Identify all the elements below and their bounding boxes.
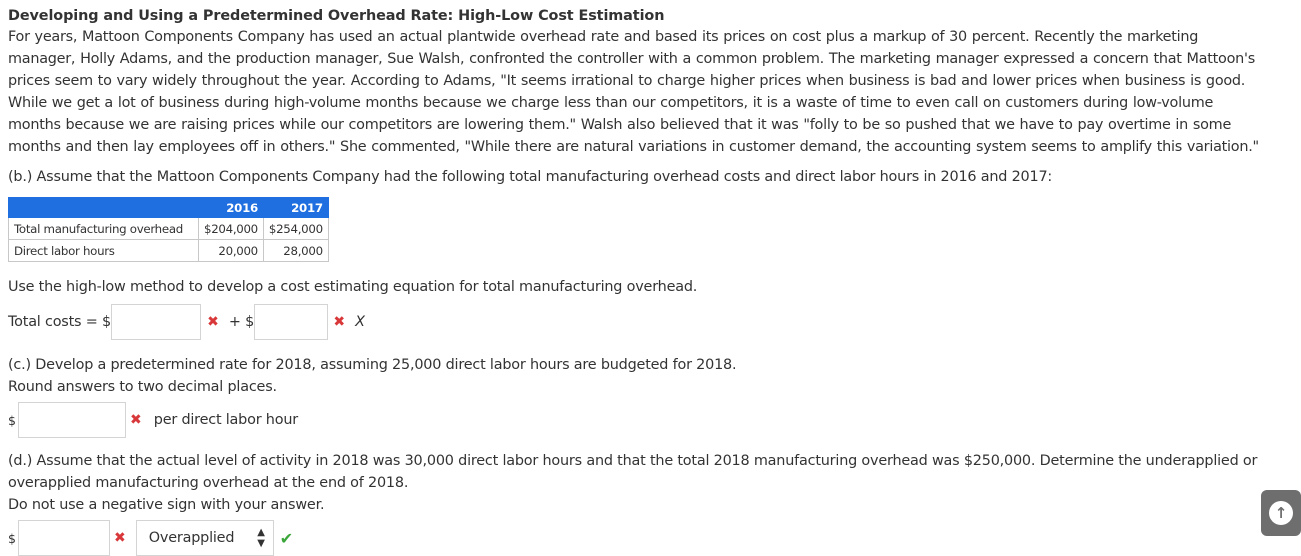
- incorrect-icon: ✖: [130, 412, 142, 428]
- part-c-rounding: Round answers to two decimal places.: [8, 379, 277, 395]
- applied-select[interactable]: [136, 520, 274, 556]
- problem-title: Developing and Using a Predetermined Overhead Rate: High-Low Cost Estimation: [8, 8, 665, 24]
- part-c-prompt: (c.) Develop a predetermined rate for 2018, assuming 25,000 direct labor hours are budgeted for 2018.: [8, 357, 737, 373]
- arrow-up-icon: ↑: [1269, 501, 1293, 525]
- rate-input[interactable]: [18, 402, 126, 438]
- table-cell-value: 20,000: [199, 240, 264, 262]
- part-b-instruction: Use the high-low method to develop a cost estimating equation for total manufacturing overhead.: [8, 279, 698, 295]
- table-cell-value: $254,000: [263, 218, 328, 240]
- equation-row: [8, 304, 1270, 340]
- table-header-2016: 2016: [199, 198, 264, 218]
- currency-label: $: [8, 412, 16, 428]
- table-header-row: [9, 198, 329, 218]
- part-d-prompt: (d.) Assume that the actual level of activity in 2018 was 30,000 direct labor hours and that the total 2018 manufacturing overhead was $250,000. Determine the underapplied or overapplied manufacturing overhead at the end of 2018.: [8, 453, 1258, 491]
- table-cell-value: 28,000: [263, 240, 328, 262]
- variable-x-label: X: [355, 314, 365, 330]
- table-header-2017: 2017: [263, 198, 328, 218]
- plus-label: + $: [228, 314, 255, 330]
- applied-select-value: Overapplied: [148, 530, 235, 546]
- variable-rate-input[interactable]: [254, 304, 328, 340]
- equation-label: Total costs = $: [8, 314, 111, 330]
- table-cell-value: $204,000: [199, 218, 264, 240]
- incorrect-icon: ✖: [207, 314, 219, 330]
- incorrect-icon: ✖: [333, 314, 345, 330]
- problem-container: [8, 6, 1270, 556]
- correct-icon: ✔: [279, 528, 293, 548]
- table-cell-label: Total manufacturing overhead: [9, 218, 199, 240]
- overhead-row: [8, 520, 1270, 556]
- part-d-note: Do not use a negative sign with your answer.: [8, 497, 325, 513]
- problem-intro: For years, Mattoon Components Company has used an actual plantwide overhead rate and based its prices on cost plus a markup of 30 percent. Recently the marketing manager, Holly Adams, and the production manager, Sue Walsh, confronted the controller with a common problem. The marketing manager expressed a concern that Mattoon's prices seem to vary widely throughout the year. According to Adams, "It seems irrational to charge higher prices when business is bad and lower prices when business is good. While we get a lot of business during high-volume months because we charge less than our competitors, it is a waste of time to even call on customers during low-volume months because we are raising prices while our competitors are lowering them." Walsh also believed that it was "folly to be so pushed that we have to pay overtime in some months and then lay employees off in others." She commented, "While there are natural variations in customer demand, the accounting system seems to amplify this variation.": [8, 29, 1259, 155]
- overhead-amount-input[interactable]: [18, 520, 110, 556]
- fixed-cost-input[interactable]: [111, 304, 201, 340]
- table-header-blank: [9, 198, 199, 218]
- part-b-prompt: (b.) Assume that the Mattoon Components Company had the following total manufacturing overhead costs and direct labor hours in 2016 and 2017:: [8, 169, 1053, 185]
- table-cell-label: Direct labor hours: [9, 240, 199, 262]
- table-row: [9, 240, 329, 262]
- table-row: [9, 218, 329, 240]
- rate-unit-label: per direct labor hour: [153, 412, 298, 428]
- currency-label: $: [8, 530, 16, 546]
- nav-button[interactable]: [1261, 490, 1301, 536]
- incorrect-icon: ✖: [114, 530, 126, 546]
- data-table: [8, 197, 329, 262]
- rate-row: [8, 402, 1270, 438]
- select-arrows-icon: ▲ ▼: [257, 527, 265, 549]
